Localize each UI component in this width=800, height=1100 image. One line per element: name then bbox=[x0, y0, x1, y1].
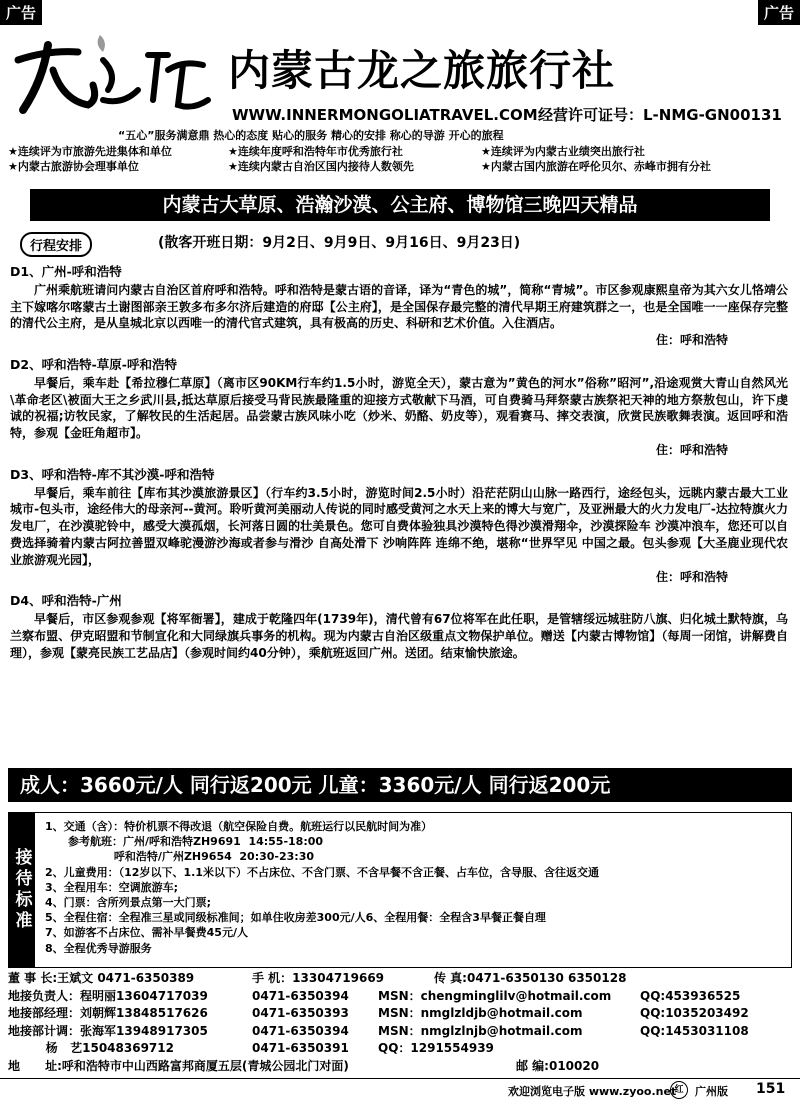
company-name: 内蒙古龙之旅旅行社 bbox=[228, 46, 616, 95]
contact-phone[interactable]: 0471-6350391 bbox=[252, 1041, 349, 1056]
itinerary-day bbox=[10, 264, 788, 349]
contact-qq[interactable]: QQ:453936525 bbox=[640, 988, 741, 1003]
service-slogan: “五心”服务满意鼎 热心的态度 贴心的服务 精心的安排 称心的导游 开心的旅程 bbox=[118, 129, 504, 142]
contact-msn[interactable]: MSN：chengminglilv@hotmail.com bbox=[378, 988, 612, 1003]
standard-item: 呼和浩特/广州ZH9654 20:30-23:30 bbox=[45, 850, 315, 864]
company-logo bbox=[8, 30, 218, 120]
honors-row bbox=[8, 159, 792, 174]
day-accommodation: 住：呼和浩特 bbox=[655, 569, 728, 584]
contact-person: 地接部经理：刘朝辉13848517626 bbox=[8, 1006, 208, 1021]
honor-item: ★连续年度呼和浩特年市优秀旅行社 bbox=[228, 145, 403, 158]
tour-title-banner: 内蒙古大草原、浩瀚沙漠、公主府、博物馆三晚四天精品 bbox=[30, 189, 770, 221]
honor-item: ★连续评为内蒙古业绩突出旅行社 bbox=[481, 145, 645, 158]
contact-msn[interactable]: MSN：nmglzlnjb@hotmail.com bbox=[378, 1023, 583, 1038]
contact-chairman: 董 事 长:王斌文 0471-6350389 bbox=[8, 971, 195, 985]
contact-phone[interactable]: 0471-6350394 bbox=[252, 1023, 349, 1038]
contact-row bbox=[8, 1023, 792, 1041]
day-accommodation: 住：呼和浩特 bbox=[655, 442, 728, 457]
day-heading: D2、呼和浩特-草原-呼和浩特 bbox=[10, 356, 177, 372]
contact-person: 地接负责人：程明丽13604717039 bbox=[8, 988, 208, 1003]
contact-row bbox=[8, 1040, 792, 1058]
honor-item: ★连续评为市旅游先进集体和单位 bbox=[8, 145, 172, 158]
standard-item: 1、交通（含）：特价机票不得改退（航空保险自费。航班运行以民航时间为准） bbox=[45, 820, 433, 833]
day-description: 早餐后，乘车赴【希拉穆仁草原】（离市区90KM行车约1.5小时，游览全天），蒙古意为”黄色的河水”俗称”昭河”,沿途观赏大青山自然风光\革命老区\被面大王之乡武川县,抵达草原后接受马背民族最隆重的迎接方式敬献下马酒，可自费骑马拜祭蒙古族祭祀天神的地方祭敖包山，许下虔诚的祝福;访牧民家，了解牧民的生活起居。品尝蒙古族风味小吃（炒米、奶酪、奶皮等），观看赛马、摔交表演，欣赏民族歌舞表演。返回呼和浩特，参观【金旺角超市】。 bbox=[10, 375, 788, 441]
standard-item: 8、全程优秀导游服务 bbox=[45, 941, 152, 955]
standards-list bbox=[45, 819, 599, 956]
standards-label: 接待标准 bbox=[9, 813, 35, 967]
honor-item: ★连续内蒙古自治区国内接待人数领先 bbox=[228, 160, 414, 173]
standard-item: 4、门票：含所列景点第一大门票; bbox=[45, 896, 212, 910]
contact-msn[interactable]: MSN：nmglzldjb@hotmail.com bbox=[378, 1006, 583, 1021]
departure-dates: (散客开班日期：9月2日、9月9日、9月16日、9月23日) bbox=[158, 235, 521, 251]
day-description: 广州乘航班请问内蒙古自治区首府呼和浩特。呼和浩特是蒙古语的音译，译为“青色的城”，简称“青城”。市区参观康熙皇帝为其六女儿恪靖公主下嫁喀尔喀蒙古土谢图部亲王敦多布多尔济后建造的府邸【公主府】，是全国保存最完整的清代早期王府建筑群之一，也是全国唯一一座保存完整的清代公主府，是从皇城北京以西唯一的清代官式建筑，具有极高的历史、科研和艺术价值。入住酒店。 bbox=[10, 282, 788, 331]
contact-fax: 传 真:0471-6350130 6350128 bbox=[434, 971, 627, 985]
day-heading: D3、呼和浩特-库不其沙漠-呼和浩特 bbox=[10, 466, 215, 482]
ad-tag-left: 广告 bbox=[0, 0, 42, 25]
footer-website[interactable]: 欢迎浏览电子版 www.zyoo.net bbox=[508, 1085, 677, 1098]
honors-list bbox=[8, 144, 792, 174]
standard-item: 3、全程用车：空调旅游车; bbox=[45, 880, 179, 894]
contact-row bbox=[8, 1058, 792, 1076]
honors-row bbox=[8, 144, 792, 159]
standard-item: 2、儿童费用：（12岁以下、1.1米以下）不占床位、不含门票、不含早餐不含正餐、占车位，含导服、含往返交通 bbox=[45, 865, 599, 879]
footer-logo-mark: 红 bbox=[670, 1081, 688, 1099]
day-heading: D4、呼和浩特-广州 bbox=[10, 593, 122, 609]
itinerary-day bbox=[10, 467, 788, 586]
itinerary-day bbox=[10, 357, 788, 459]
license-number: 经营许可证号：L-NMG-GN00131 bbox=[538, 106, 782, 124]
service-standards bbox=[8, 812, 792, 968]
standard-item: 7、如游客不占床位、需补早餐费45元/人 bbox=[45, 926, 248, 940]
contact-person: 地接部计调：张海军13948917305 bbox=[8, 1023, 208, 1038]
contact-qq[interactable]: QQ:1453031108 bbox=[640, 1023, 749, 1038]
schedule-badge: 行程安排 bbox=[20, 232, 92, 257]
page-number: 151 bbox=[756, 1081, 786, 1097]
contact-row bbox=[8, 988, 792, 1006]
contact-row bbox=[8, 970, 792, 988]
honor-item: ★内蒙古国内旅游在呼伦贝尔、赤峰市拥有分社 bbox=[481, 160, 711, 173]
honor-item: ★内蒙古旅游协会理事单位 bbox=[8, 160, 139, 173]
day-accommodation: 住：呼和浩特 bbox=[655, 333, 728, 348]
price-banner: 成人：3660元/人 同行返200元 儿童：3360元/人 同行返200元 bbox=[8, 768, 792, 802]
contact-qq[interactable]: QQ：1291554939 bbox=[378, 1041, 494, 1056]
contact-phone[interactable]: 0471-6350394 bbox=[252, 988, 349, 1003]
day-description: 早餐后，市区参观参观【将军衙署】，建成于乾隆四年(1739年)，清代曾有67位将军在此任职，是管辖绥远城驻防八旗、归化城土默特旗，乌兰察布盟、伊克昭盟和节制宣化和大同绿旗兵事务的机构。现为内蒙古自治区级重点文物保护单位。赠送【内蒙古博物馆】（每周一闭馆，讲解费自理），参观【蒙亮民族工艺品店】（参观时间约40分钟），乘航班返回广州。送团。结束愉快旅途。 bbox=[10, 612, 788, 660]
contact-phone[interactable]: 0471-6350393 bbox=[252, 1006, 349, 1021]
standard-item: 参考航班：广州/呼和浩特ZH9691 14:55-18:00 bbox=[45, 835, 324, 849]
ad-tag-right: 广告 bbox=[758, 0, 800, 25]
standard-item: 5、全程住宿：全程准三星或同级标准间；如单住收房差300元/人6、全程用餐：全程含3早餐正餐自理 bbox=[45, 911, 546, 925]
contact-person: 杨 艺15048369712 bbox=[8, 1041, 174, 1056]
contact-address: 地 址:呼和浩特市中山西路富邦商厦五层(青城公园北门对面) bbox=[8, 1058, 349, 1073]
page-footer bbox=[0, 1078, 800, 1100]
contact-postcode: 邮 编:010020 bbox=[516, 1058, 600, 1073]
contact-row bbox=[8, 1005, 792, 1023]
website-link[interactable]: WWW.INNERMONGOLIATRAVEL.COM bbox=[232, 106, 538, 124]
contact-table bbox=[8, 970, 792, 1076]
contact-mobile[interactable]: 手 机：13304719669 bbox=[252, 971, 385, 985]
day-heading: D1、广州-呼和浩特 bbox=[10, 264, 122, 279]
footer-edition: 广州版 bbox=[695, 1085, 728, 1098]
itinerary bbox=[10, 264, 788, 670]
contact-qq[interactable]: QQ:1035203492 bbox=[640, 1006, 749, 1021]
day-description: 早餐后，乘车前往【库布其沙漠旅游景区】（行车约3.5小时，游览时间2.5小时）沿茫茫阴山山脉一路西行，途经包头，远眺内蒙古最大工业城市-包头市，途经伟大的母亲河--黄河。聆听黄河美丽动人传说的同时感受黄河之水天上来的博大与宽广，及亚洲最大的火力发电厂-达拉特旗火力发电厂，在沙漠驼铃中，感受大漠孤烟，长河落日圆的壮美景色。您可自费体验独具沙漠特色得沙漠滑翔伞，沙漠探险车 沙漠冲浪车，您还可以自费选择骑着内蒙古阿拉善盟双峰驼漫游沙海或者参与滑沙 自高处滑下 沙响阵阵 连绵不绝，堪称“世界罕见 中国之最。包头参观【大圣鹿业现代农业旅游观光园】， bbox=[10, 485, 788, 567]
itinerary-day bbox=[10, 593, 788, 661]
